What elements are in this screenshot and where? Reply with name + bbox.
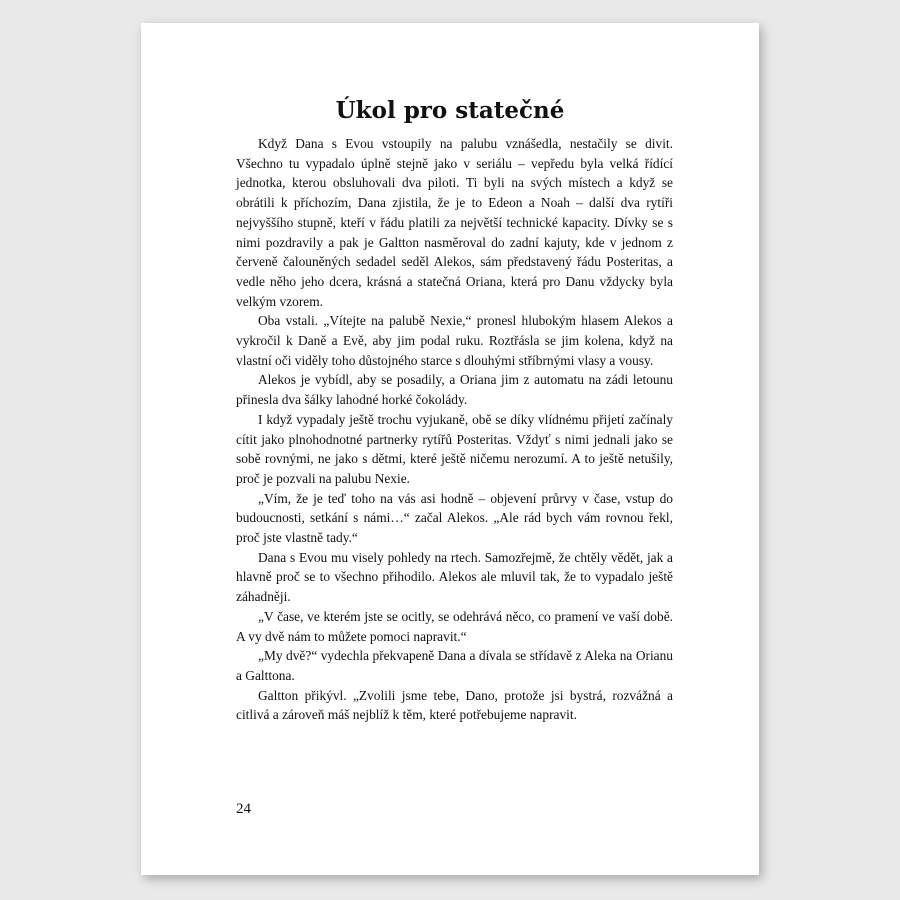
- paragraph: „My dvě?“ vydechla překvapeně Dana a dívala se střídavě z Aleka na Orianu a Galttona.: [236, 648, 673, 683]
- paragraph: Dana s Evou mu visely pohledy na rtech. Samozřejmě, že chtěly vědět, jak a hlavně proč se to všechno přihodilo. Alekos ale mluvil tak, že to vypadalo ještě záhadněji.: [236, 549, 673, 605]
- paragraph: „V čase, ve kterém jste se ocitly, se odehrává něco, co pramení ve vaší době. A vy dvě nám to můžete pomoci napravit.“: [236, 608, 673, 644]
- paragraph: Oba vstali. „Vítejte na palubě Nexie,“ pronesl hlubokým hlasem Alekos a vykročil k Daně a Evě, aby jim podal ruku. Roztřásla se jim kolena, když na vlastní oči viděly toho důstojného starce s dlouhými stříbrnými vlasy a vousy.: [236, 313, 673, 368]
- paragraph: „Vím, že je teď toho na vás asi hodně – objevení průrvy v čase, vstup do budoucnosti, setkání s námi…“ začal Alekos. „Ale rád bych vám rovnou řekl, proč jste vlastně tady.“: [236, 490, 673, 546]
- paragraph: Galtton přikývl. „Zvolili jsme tebe, Dano, protože jsi bystrá, rozvážná a citlivá a zároveň máš nejblíž k těm, které potřebujeme napravit.: [236, 687, 673, 723]
- chapter-title: Úkol pro statečné: [335, 97, 565, 124]
- chapter-body: [236, 134, 673, 725]
- book-page: [141, 23, 759, 875]
- paragraph: I když vypadaly ještě trochu vyjukaně, obě se díky vlídnému přijetí začínaly cítit jako plnohodnotné partnerky rytířů Posteritas. Vždyť s nimi jednali jako se sobě rovnými, ne jako s dětmi, které ještě ničemu nerozumí. A to ještě netušily, proč je pozvali na palubu Nexie.: [236, 411, 673, 486]
- page-number: 24: [236, 801, 251, 817]
- paragraph: Když Dana s Evou vstoupily na palubu vznášedla, nestačily se divit. Všechno tu vypadalo úplně stejně jako v seriálu – vepředu byla velká řídící jednotka, kterou obsluhovali dva piloti. Ti byli na svých místech a když se obrátili k příchozím, Dana zjistila, že je to Edeon a Noah – další dva rytíři nejvyššího stupně, kteří v řádu platili za největší technické kapacity. Dívky se s nimi pozdravily a pak je Galtton nasměroval do zadní kajuty, kde v jednom z červeně čalouněných sedadel seděl Alekos, sám představený řádu Posteritas, a vedle něho jeho dcera, krásná a statečná Oriana, která pro Danu vždycky byla velkým vzorem.: [236, 136, 673, 309]
- paragraph: Alekos je vybídl, aby se posadily, a Oriana jim z automatu na zádi letounu přinesla dva šálky lahodné horké čokolády.: [236, 372, 673, 408]
